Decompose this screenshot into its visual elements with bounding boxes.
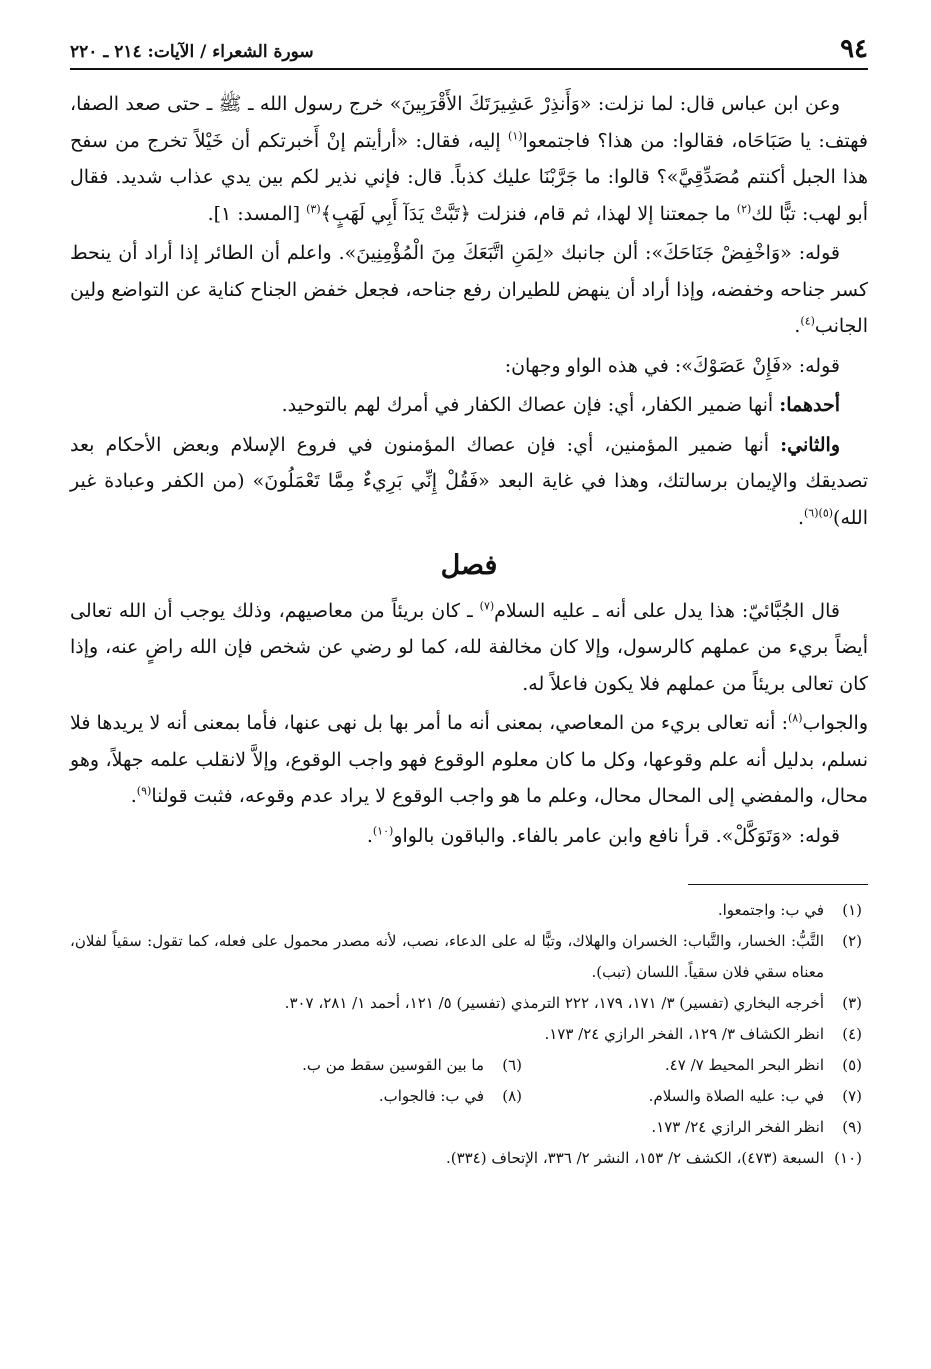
footnote-ref: (١٠) xyxy=(372,824,394,838)
footnote-ref: (٢) xyxy=(736,202,752,216)
footnote: (١) في ب: واجتمعوا. xyxy=(717,901,862,919)
footnote-row xyxy=(70,1050,862,1081)
paragraph-second-view: والثاني: أنها ضمير المؤمنين، أي: فإن عصاك المؤمنون في فروع الإسلام وبعض الأحكام بعد تصديقك والإيمان برسالتك، وهذا في غاية البعد «فَقُلْ إِنِّي بَرِيءٌ مِمَّا تَعْمَلُونَ» (من الكفر وعبادة غير الله)$^{(٥)(٦)}$. xyxy=(70,433,868,529)
paragraph-jubbai: قال الجُبَّائيّ: هذا يدل على أنه ـ عليه السلام$^{(٧)}$ ـ كان بريئاً من معاصيهم، وذلك يوجب أن الله تعالى أيضاً بريء من عملهم كالرسول، وإلا كان مخالفة لله، كما لو رضي عن شخص فإن الله راضٍ عنه، وإذا كان تعالى بريئاً من عملهم فلا يكون فاعلاً له. xyxy=(70,599,868,695)
footnote-ref: (٣) xyxy=(306,202,321,216)
footnote: (٦) ما بين القوسين سقط من ب. xyxy=(302,1056,522,1074)
footnotes xyxy=(70,895,868,1174)
lead-word: أحدهما: xyxy=(779,394,840,416)
footnote: (٣) أخرجه البخاري (تفسير) ٣/ ١٧١، ١٧٩، ٢٢٢ الترمذي (تفسير) ٥/ ١٢١، أحمد ١/ ٢٨١، ٣٠٧. xyxy=(284,994,862,1012)
footnote: (٧) في ب: عليه الصلاة والسلام. xyxy=(648,1087,862,1105)
paragraph-lower-wing: قوله: «وَاخْفِضْ جَنَاحَكَ»: ألن جانبك «لِمَنِ اتَّبَعَكَ مِنَ الْمُؤْمِنِينَ». واعلم أن الطائر إذا أراد أن ينحط كسر جناحه وخفضه، وإذا أراد أن ينهض للطيران رفع جناحه، فجعل خفض الجناح كناية عن التواضع ولين الجانب$^{(٤)}$. xyxy=(70,242,868,337)
footnote: (٢) التَّبُّ: الخسار، والتَّباب: الخسران والهلاك، وتبًّا له على الدعاء، نصب، لأنه مصدر محمول على فعله، كما تقول: سقياً لفلان، معناه سقي فلان سقياً. اللسان (تبب). xyxy=(70,932,862,981)
paragraph-disobey: قوله: «فَإِنْ عَصَوْكَ»: في هذه الواو وجهان: xyxy=(504,354,840,377)
footnote-ref: (٥)(٦) xyxy=(804,506,834,520)
paragraph-ibn-abbas: وعن ابن عباس قال: لما نزلت: «وَأَنذِرْ عَشِيرَتَكَ الأَقْرَبِينَ» خرج رسول الله ـ ﷺ ـ حتى صعد الصفا، فهتف: يا صَبَاحَاه، فقالوا: من هذا؟ فاجتمعوا$^{(١)}$ إليه، فقال: «أرأيتم إنْ أَخبرتكم أن خَيْلاً تخرج من سفح هذا الجبل أكنتم مُصَدِّقِيَّ»؟ قالوا: ما جَرَّبْنَا عليك كذباً. قال: فإني نذير لكم بين يدي عذاب شديد. فقال أبو لهب: تبًّا لك$^{(٢)}$ ما جمعتنا إلا لهذا، ثم قام، فنزلت ﴿تَبَّتْ يَدَآ أَبِي لَهَبٍ﴾$^{(٣)}$ [المسد: ١]. xyxy=(70,93,869,225)
footnote-separator xyxy=(688,884,868,885)
page-header xyxy=(70,28,868,70)
footnote: (١٠) السبعة (٤٧٣)، الكشف ٢/ ١٥٣، النشر ٢/ ٣٣٦، الإتحاف (٣٣٤). xyxy=(445,1149,862,1167)
footnote-ref: (٨) xyxy=(787,711,803,725)
paragraph-answer: والجواب$^{(٨)}$: أنه تعالى بريء من المعاصي، بمعنى أنه ما أمر بها بل نهى عنها، فأما بمعنى أنه لا يريدها فلا نسلم، بدليل أنه علم وقوعها، وكل ما كان معلوم الوقوع فهو واجب الوقوع، وإلاَّ لانقلب علمه جهلاً، وهو محال، والمفضي إلى المحال محال، وعلم ما هو واجب الوقوع لا يراد عدم وقوعه، فثبت قولنا$^{(٩)}$. xyxy=(70,711,868,807)
footnote-row xyxy=(70,1081,862,1112)
footnote-ref: (١) xyxy=(508,129,523,143)
footnote: (٥) انظر البحر المحيط ٧/ ٤٧. xyxy=(664,1056,862,1074)
footnote-ref: (٩) xyxy=(136,784,152,798)
paragraph-tawakkal: قوله: «وَتَوَكَّلْ». قرأ نافع وابن عامر بالفاء. والباقون بالواو$^{(١٠)}$. xyxy=(366,824,840,847)
main-text xyxy=(70,86,868,854)
page-number: ٩٤ xyxy=(840,34,868,64)
paragraph-first-view: أحدهما: أنها ضمير الكفار، أي: فإن عصاك الكفار في أمرك لهم بالتوحيد. xyxy=(281,394,840,416)
book-page xyxy=(70,28,868,1174)
running-title: سورة الشعراء / الآيات: ٢١٤ ـ ٢٢٠ xyxy=(70,42,314,62)
footnote-ref: (٧) xyxy=(479,599,495,613)
footnote: (٨) في ب: فالجواب. xyxy=(378,1087,522,1105)
footnote-ref: (٤) xyxy=(800,314,815,328)
lead-word: والثاني: xyxy=(780,433,840,456)
footnote: (٩) انظر الفخر الرازي ٢٤/ ١٧٣. xyxy=(651,1118,862,1136)
footnote: (٤) انظر الكشاف ٣/ ١٢٩، الفخر الرازي ٢٤/ ١٧٣. xyxy=(544,1025,862,1043)
section-heading: فصل xyxy=(440,550,498,581)
